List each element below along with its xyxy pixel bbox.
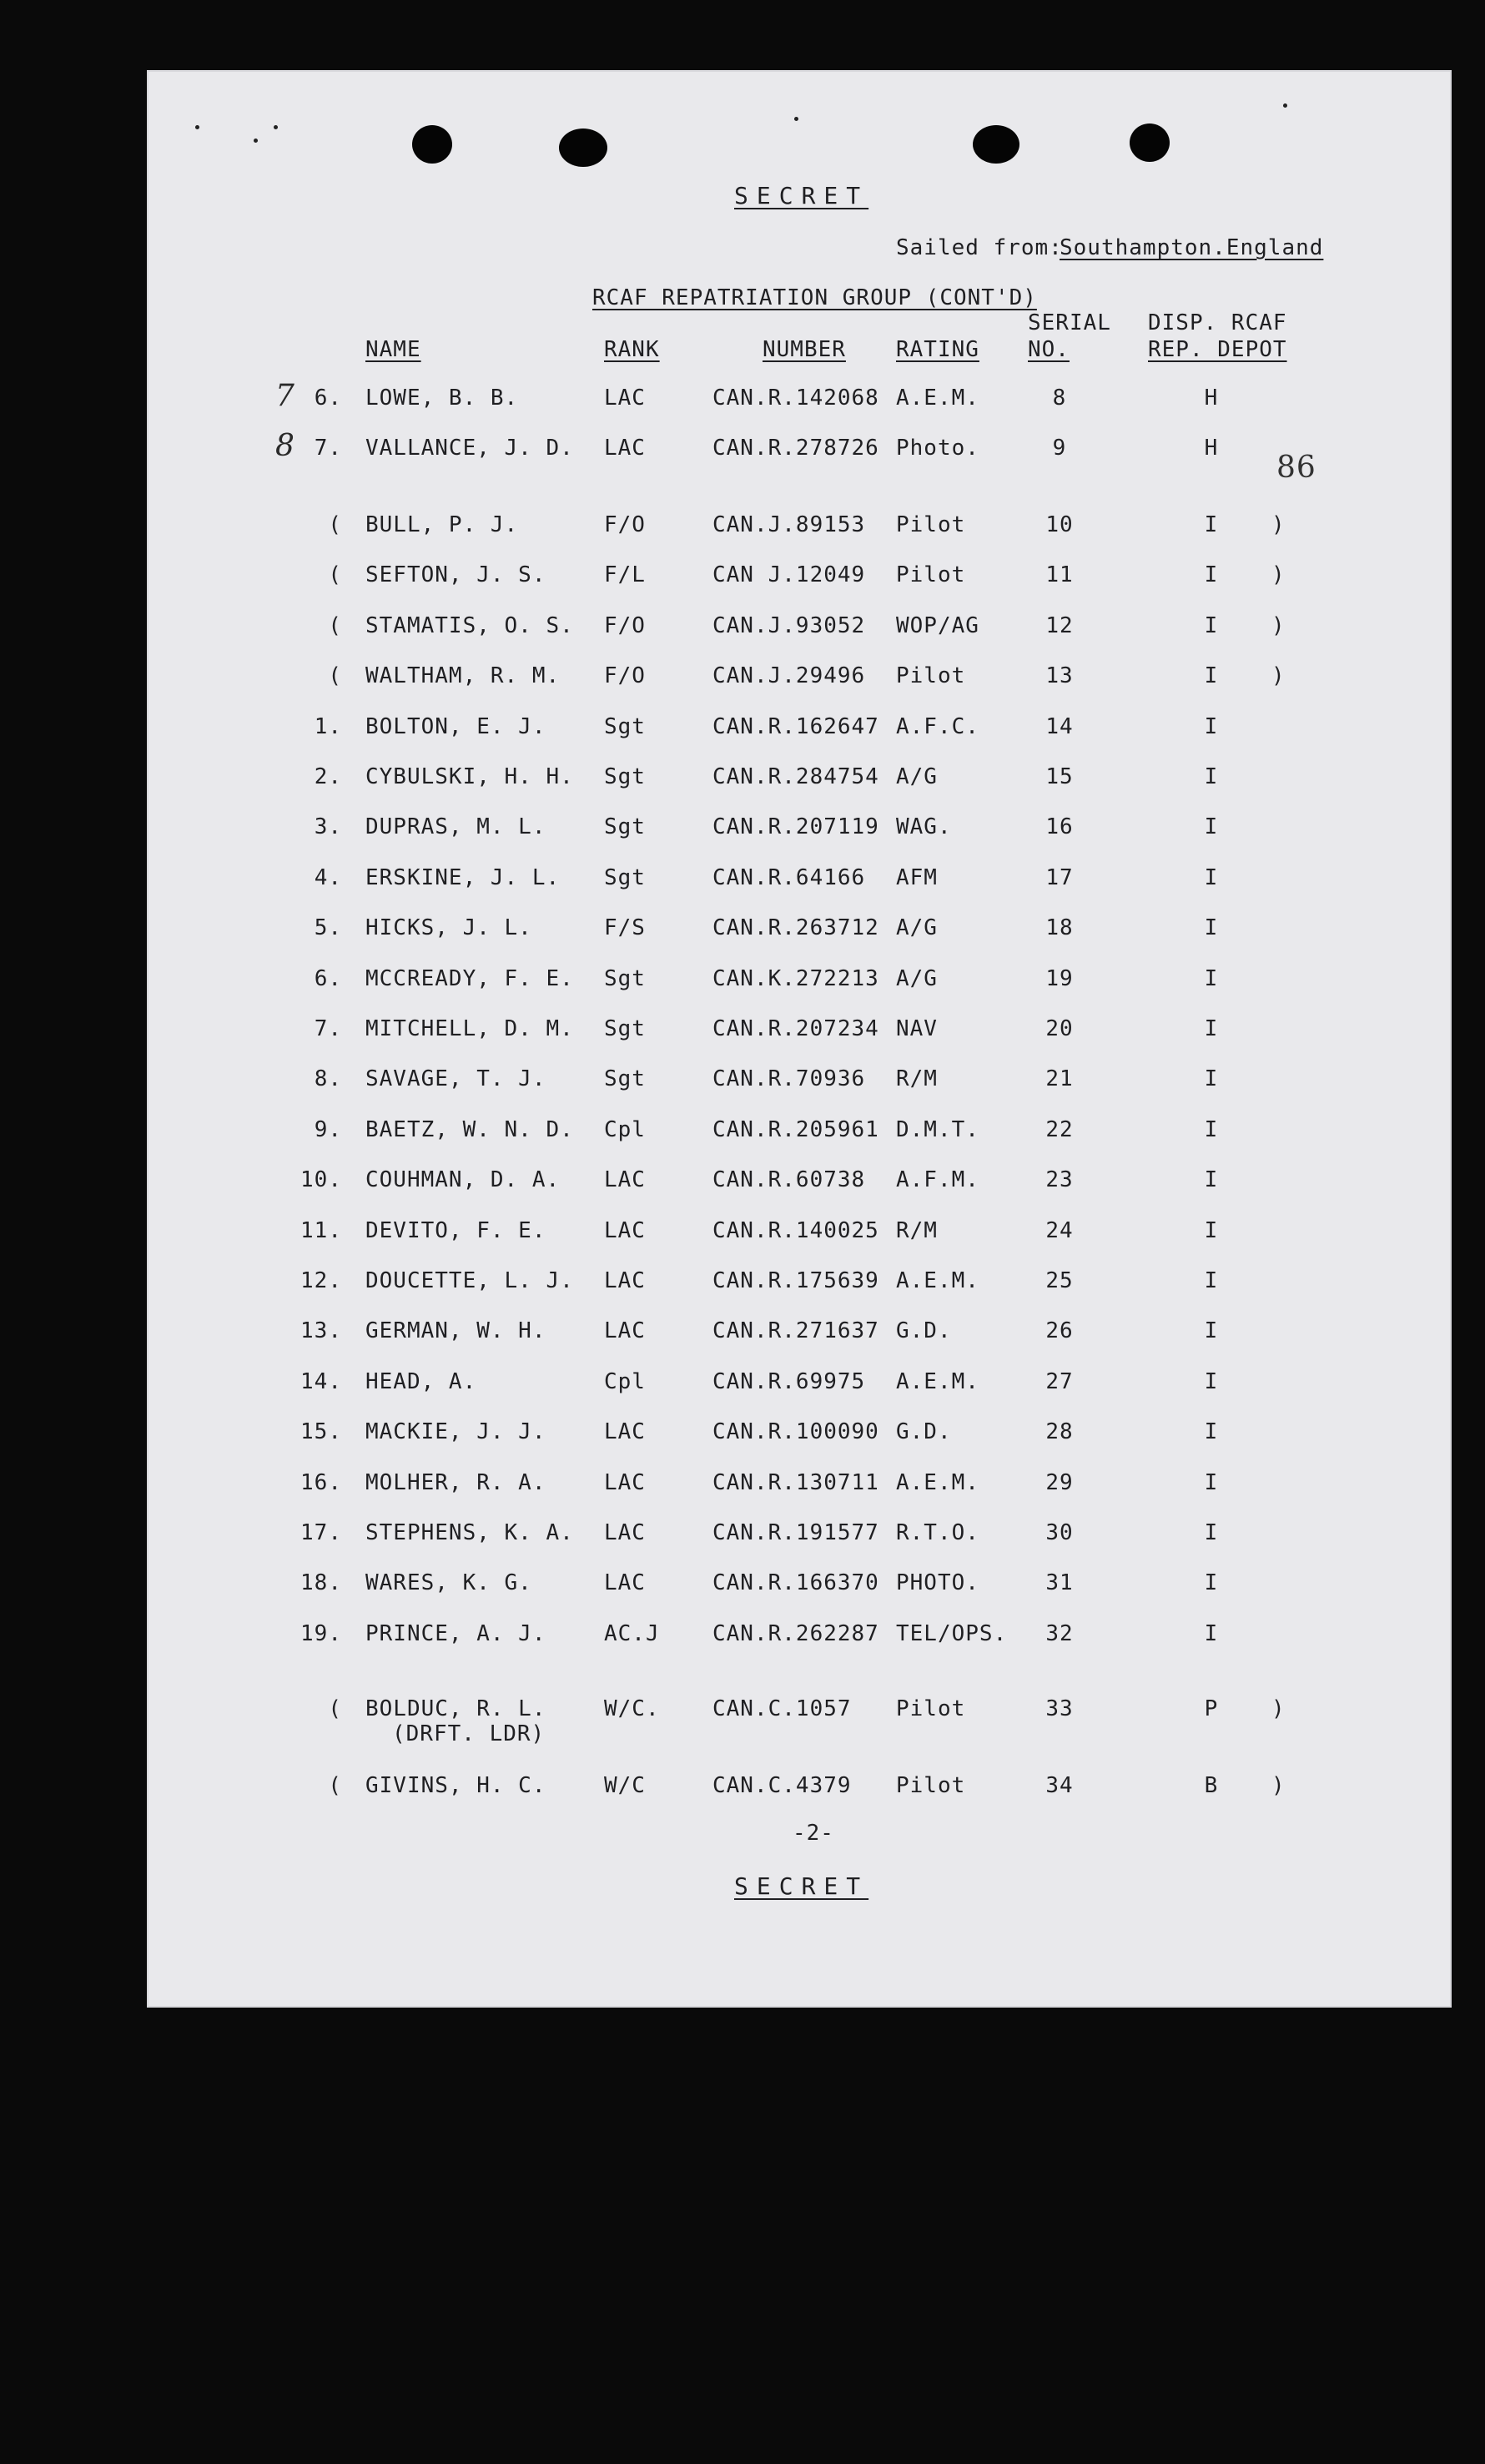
roster-rating: A/G: [896, 966, 938, 991]
roster-serial-no: 26: [1045, 1318, 1074, 1343]
roster-depot: I: [1204, 1419, 1219, 1444]
roster-depot: I: [1204, 1066, 1219, 1091]
roster-number: CAN.R.191577: [712, 1520, 879, 1545]
roster-number: CAN.R.207234: [712, 1016, 879, 1041]
roster-depot: I: [1204, 1268, 1219, 1293]
roster-number: CAN.R.262287: [712, 1621, 879, 1646]
roster-name: BOLDUC, R. L.: [365, 1696, 546, 1721]
roster-name: WALTHAM, R. M.: [365, 663, 561, 688]
sailed-from-place: Southampton.England: [1060, 235, 1324, 260]
roster-number: CAN.J.29496: [712, 663, 866, 688]
roster-serial-no: 34: [1045, 1773, 1074, 1798]
roster-rating: R/M: [896, 1066, 938, 1091]
bracket-mark: ): [1271, 613, 1286, 638]
sailed-from-label: Sailed from:: [896, 235, 1063, 260]
roster-rank: Cpl: [604, 1117, 646, 1142]
roster-number: CAN J.12049: [712, 562, 866, 587]
roster-serial-no: 27: [1045, 1369, 1074, 1394]
roster-rating: WAG.: [896, 814, 952, 839]
roster-serial-no: 18: [1045, 915, 1074, 940]
bracket-mark: ): [1271, 1696, 1286, 1721]
roster-number: CAN.C.1057: [712, 1696, 852, 1721]
roster-name: SEFTON, J. S.: [365, 562, 546, 587]
row-index: 7.: [314, 436, 342, 461]
roster-name: LOWE, B. B.: [365, 385, 519, 411]
roster-serial-no: 11: [1045, 562, 1074, 587]
roster-number: CAN.R.69975: [712, 1369, 866, 1394]
roster-serial-no: 22: [1045, 1117, 1074, 1142]
roster-serial-no: 32: [1045, 1621, 1074, 1646]
roster-name: MCCREADY, F. E.: [365, 966, 574, 991]
roster-serial-no: 13: [1045, 663, 1074, 688]
roster-serial-no: 25: [1045, 1268, 1074, 1293]
roster-serial-no: 17: [1045, 865, 1074, 890]
roster-number: CAN.R.207119: [712, 814, 879, 839]
row-index: 13.: [300, 1318, 342, 1343]
roster-rank: LAC: [604, 436, 646, 461]
roster-rating: TEL/OPS.: [896, 1621, 1008, 1646]
row-index: 6.: [314, 966, 342, 991]
roster-depot: I: [1204, 1621, 1219, 1646]
roster-rating: Pilot: [896, 512, 966, 537]
roster-depot: I: [1204, 1167, 1219, 1192]
roster-number: CAN.R.142068: [712, 385, 879, 411]
roster-rank: Sgt: [604, 865, 646, 890]
roster-rating: A.E.M.: [896, 1268, 979, 1293]
page-number-annotation: 86: [1276, 451, 1316, 485]
row-index: 5.: [314, 915, 342, 940]
secret-stamp-top: SECRET: [734, 182, 869, 209]
roster-rating: R.T.O.: [896, 1520, 979, 1545]
row-index: 10.: [300, 1167, 342, 1192]
roster-rank: F/O: [604, 512, 646, 537]
roster-depot: I: [1204, 966, 1219, 991]
roster-depot: I: [1204, 764, 1219, 789]
row-index: 6.: [314, 385, 342, 411]
roster-rank: Sgt: [604, 814, 646, 839]
roster-rank: F/S: [604, 915, 646, 940]
row-index: 16.: [300, 1470, 342, 1495]
roster-serial-no: 14: [1045, 714, 1074, 739]
roster-serial-no: 21: [1045, 1066, 1074, 1091]
speck: [794, 117, 798, 121]
roster-name: HICKS, J. L.: [365, 915, 532, 940]
roster-serial-no: 20: [1045, 1016, 1074, 1041]
roster-name-note: (DRFT. LDR): [392, 1721, 546, 1746]
roster-rating: NAV: [896, 1016, 938, 1041]
roster-rank: F/O: [604, 663, 646, 688]
speck: [274, 125, 278, 129]
group-title: RCAF REPATRIATION GROUP (CONT'D): [592, 285, 1037, 310]
roster-rank: LAC: [604, 1167, 646, 1192]
roster-rank: W/C.: [604, 1696, 660, 1721]
roster-name: STAMATIS, O. S.: [365, 613, 574, 638]
roster-rating: Pilot: [896, 562, 966, 587]
roster-serial-no: 16: [1045, 814, 1074, 839]
roster-name: SAVAGE, T. J.: [365, 1066, 546, 1091]
col-header-rank: RANK: [604, 337, 660, 362]
row-index: (: [328, 613, 342, 638]
roster-rating: A/G: [896, 915, 938, 940]
row-index: 11.: [300, 1218, 342, 1243]
roster-rating: A.E.M.: [896, 1369, 979, 1394]
roster-name: DEVITO, F. E.: [365, 1218, 546, 1243]
roster-number: CAN.J.89153: [712, 512, 866, 537]
roster-number: CAN.R.284754: [712, 764, 879, 789]
roster-rating: A/G: [896, 764, 938, 789]
roster-rating: Pilot: [896, 663, 966, 688]
col-header-rating: RATING: [896, 337, 979, 362]
roster-depot: B: [1204, 1773, 1219, 1798]
punch-hole: [973, 125, 1019, 164]
roster-depot: I: [1204, 613, 1219, 638]
row-index: (: [328, 512, 342, 537]
roster-rank: LAC: [604, 1470, 646, 1495]
roster-number: CAN.J.93052: [712, 613, 866, 638]
handwritten-correction: 7: [275, 379, 295, 413]
punch-hole: [412, 125, 452, 164]
roster-rating: Photo.: [896, 436, 979, 461]
col-header-serial: SERIAL: [1028, 310, 1111, 335]
roster-name: BULL, P. J.: [365, 512, 519, 537]
roster-serial-no: 8: [1052, 385, 1067, 411]
roster-depot: I: [1204, 1470, 1219, 1495]
col-header-name: NAME: [365, 337, 421, 362]
roster-depot: P: [1204, 1696, 1219, 1721]
row-index: 17.: [300, 1520, 342, 1545]
row-index: 18.: [300, 1570, 342, 1595]
roster-serial-no: 29: [1045, 1470, 1074, 1495]
roster-number: CAN.R.166370: [712, 1570, 879, 1595]
roster-number: CAN.R.140025: [712, 1218, 879, 1243]
roster-rating: A.F.M.: [896, 1167, 979, 1192]
roster-name: COUHMAN, D. A.: [365, 1167, 561, 1192]
roster-rating: Pilot: [896, 1696, 966, 1721]
row-index: 8.: [314, 1066, 342, 1091]
roster-rank: Sgt: [604, 714, 646, 739]
roster-rank: LAC: [604, 385, 646, 411]
roster-serial-no: 30: [1045, 1520, 1074, 1545]
roster-serial-no: 28: [1045, 1419, 1074, 1444]
roster-rank: F/O: [604, 613, 646, 638]
roster-rating: AFM: [896, 865, 938, 890]
row-index: 19.: [300, 1621, 342, 1646]
roster-rank: LAC: [604, 1268, 646, 1293]
roster-rating: WOP/AG: [896, 613, 979, 638]
roster-serial-no: 33: [1045, 1696, 1074, 1721]
roster-rank: F/L: [604, 562, 646, 587]
roster-rank: LAC: [604, 1520, 646, 1545]
roster-rank: AC.J: [604, 1621, 660, 1646]
row-index: 9.: [314, 1117, 342, 1142]
row-index: 15.: [300, 1419, 342, 1444]
row-index: (: [328, 1773, 342, 1798]
roster-rank: Sgt: [604, 1016, 646, 1041]
row-index: (: [328, 562, 342, 587]
roster-number: CAN.R.162647: [712, 714, 879, 739]
roster-depot: I: [1204, 512, 1219, 537]
roster-rank: Sgt: [604, 1066, 646, 1091]
roster-rating: G.D.: [896, 1318, 952, 1343]
page-footer-number: -2-: [793, 1821, 834, 1846]
roster-serial-no: 31: [1045, 1570, 1074, 1595]
roster-depot: I: [1204, 915, 1219, 940]
roster-name: MACKIE, J. J.: [365, 1419, 546, 1444]
handwritten-correction: 8: [275, 429, 295, 463]
punch-hole: [1130, 123, 1170, 162]
roster-rating: A.E.M.: [896, 385, 979, 411]
roster-name: HEAD, A.: [365, 1369, 477, 1394]
roster-number: CAN.K.272213: [712, 966, 879, 991]
roster-rank: Sgt: [604, 966, 646, 991]
punch-hole: [559, 128, 607, 167]
row-index: 4.: [314, 865, 342, 890]
roster-name: DUPRAS, M. L.: [365, 814, 546, 839]
bracket-mark: ): [1271, 512, 1286, 537]
roster-rank: W/C: [604, 1773, 646, 1798]
col-header-disp-rcaf: DISP. RCAF: [1148, 310, 1287, 335]
row-index: (: [328, 1696, 342, 1721]
row-index: 1.: [314, 714, 342, 739]
col-header-serial-no: NO.: [1028, 337, 1070, 362]
roster-depot: H: [1204, 436, 1219, 461]
roster-number: CAN.R.64166: [712, 865, 866, 890]
row-index: 7.: [314, 1016, 342, 1041]
roster-depot: I: [1204, 1117, 1219, 1142]
col-header-rep-depot: REP. DEPOT: [1148, 337, 1287, 362]
roster-rank: LAC: [604, 1419, 646, 1444]
roster-depot: I: [1204, 1520, 1219, 1545]
roster-number: CAN.R.70936: [712, 1066, 866, 1091]
roster-name: CYBULSKI, H. H.: [365, 764, 574, 789]
row-index: (: [328, 663, 342, 688]
roster-rating: A.E.M.: [896, 1470, 979, 1495]
roster-rank: LAC: [604, 1318, 646, 1343]
speck: [195, 125, 199, 129]
roster-rating: G.D.: [896, 1419, 952, 1444]
roster-rank: LAC: [604, 1218, 646, 1243]
roster-serial-no: 24: [1045, 1218, 1074, 1243]
roster-name: MOLHER, R. A.: [365, 1470, 546, 1495]
roster-name: BOLTON, E. J.: [365, 714, 546, 739]
roster-depot: I: [1204, 1318, 1219, 1343]
row-index: 14.: [300, 1369, 342, 1394]
roster-depot: I: [1204, 714, 1219, 739]
roster-depot: I: [1204, 814, 1219, 839]
secret-stamp-bottom: SECRET: [734, 1872, 869, 1900]
roster-name: MITCHELL, D. M.: [365, 1016, 574, 1041]
roster-rating: PHOTO.: [896, 1570, 979, 1595]
roster-depot: I: [1204, 865, 1219, 890]
speck: [1283, 103, 1287, 108]
roster-name: GERMAN, W. H.: [365, 1318, 546, 1343]
roster-number: CAN.R.205961: [712, 1117, 879, 1142]
roster-depot: I: [1204, 1218, 1219, 1243]
speck: [254, 139, 258, 143]
roster-number: CAN.R.278726: [712, 436, 879, 461]
roster-serial-no: 12: [1045, 613, 1074, 638]
roster-rank: Cpl: [604, 1369, 646, 1394]
roster-rating: Pilot: [896, 1773, 966, 1798]
roster-number: CAN.R.130711: [712, 1470, 879, 1495]
roster-serial-no: 10: [1045, 512, 1074, 537]
roster-depot: I: [1204, 1369, 1219, 1394]
bracket-mark: ): [1271, 663, 1286, 688]
row-index: 3.: [314, 814, 342, 839]
bracket-mark: ): [1271, 562, 1286, 587]
roster-depot: I: [1204, 1570, 1219, 1595]
roster-rating: R/M: [896, 1218, 938, 1243]
roster-number: CAN.R.60738: [712, 1167, 866, 1192]
row-index: 2.: [314, 764, 342, 789]
roster-serial-no: 23: [1045, 1167, 1074, 1192]
roster-name: WARES, K. G.: [365, 1570, 532, 1595]
roster-depot: H: [1204, 385, 1219, 411]
roster-name: BAETZ, W. N. D.: [365, 1117, 574, 1142]
row-index: 12.: [300, 1268, 342, 1293]
bracket-mark: ): [1271, 1773, 1286, 1798]
roster-depot: I: [1204, 663, 1219, 688]
roster-number: CAN.R.263712: [712, 915, 879, 940]
roster-number: CAN.R.100090: [712, 1419, 879, 1444]
roster-number: CAN.C.4379: [712, 1773, 852, 1798]
roster-name: PRINCE, A. J.: [365, 1621, 546, 1646]
roster-name: DOUCETTE, L. J.: [365, 1268, 574, 1293]
roster-number: CAN.R.175639: [712, 1268, 879, 1293]
roster-serial-no: 9: [1052, 436, 1067, 461]
roster-number: CAN.R.271637: [712, 1318, 879, 1343]
roster-depot: I: [1204, 1016, 1219, 1041]
roster-serial-no: 19: [1045, 966, 1074, 991]
roster-name: ERSKINE, J. L.: [365, 865, 561, 890]
roster-rating: D.M.T.: [896, 1117, 979, 1142]
roster-name: VALLANCE, J. D.: [365, 436, 574, 461]
roster-rank: Sgt: [604, 764, 646, 789]
roster-serial-no: 15: [1045, 764, 1074, 789]
roster-depot: I: [1204, 562, 1219, 587]
roster-rating: A.F.C.: [896, 714, 979, 739]
roster-name: STEPHENS, K. A.: [365, 1520, 574, 1545]
roster-rank: LAC: [604, 1570, 646, 1595]
col-header-number: NUMBER: [763, 337, 846, 362]
roster-name: GIVINS, H. C.: [365, 1773, 546, 1798]
